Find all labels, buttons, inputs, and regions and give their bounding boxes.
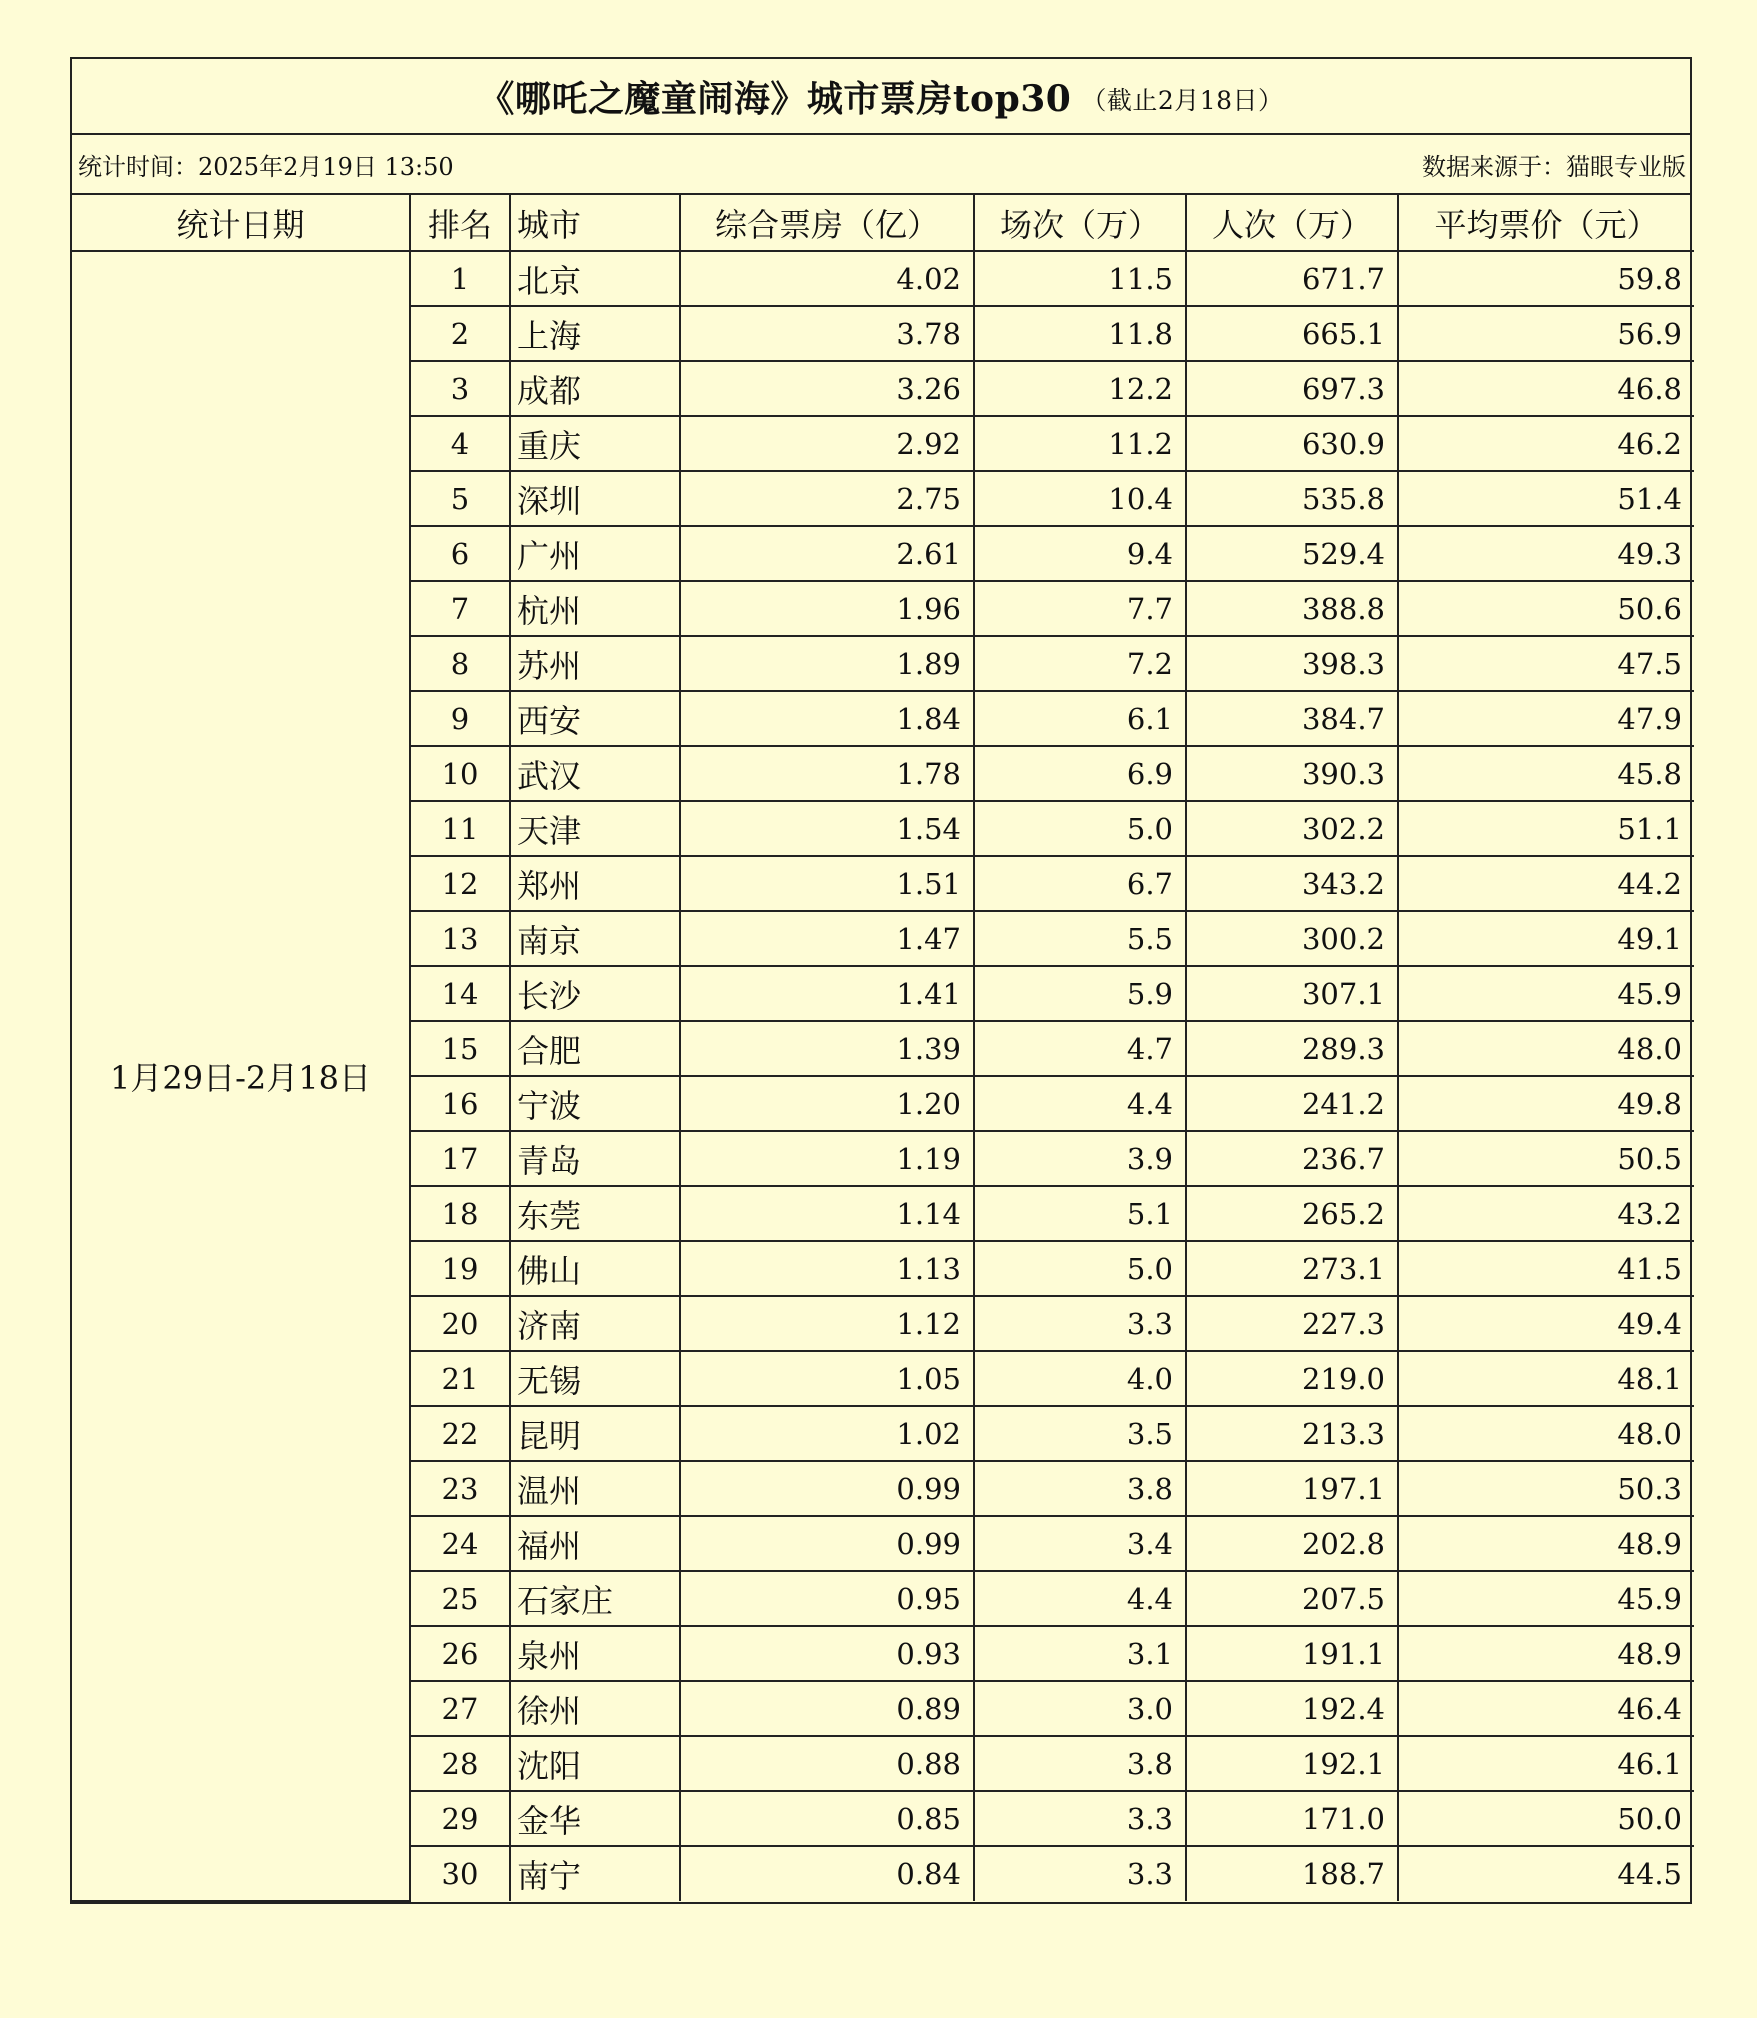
city-cell: 深圳 (510, 471, 680, 526)
shows-cell: 5.0 (974, 1241, 1186, 1296)
viewers-cell: 388.8 (1186, 581, 1398, 636)
rank-cell: 11 (410, 801, 510, 856)
avg-price-cell: 46.1 (1398, 1736, 1694, 1791)
rank-cell: 22 (410, 1406, 510, 1461)
rank-cell: 29 (410, 1791, 510, 1846)
box-office-cell: 4.02 (680, 251, 974, 306)
box-office-cell: 0.95 (680, 1571, 974, 1626)
header-viewers: 人次（万） (1186, 195, 1398, 251)
avg-price-cell: 45.9 (1398, 966, 1694, 1021)
viewers-cell: 384.7 (1186, 691, 1398, 746)
box-office-cell: 2.61 (680, 526, 974, 581)
shows-cell: 7.2 (974, 636, 1186, 691)
avg-price-cell: 46.4 (1398, 1681, 1694, 1736)
box-office-cell: 1.05 (680, 1351, 974, 1406)
rank-cell: 17 (410, 1131, 510, 1186)
viewers-cell: 273.1 (1186, 1241, 1398, 1296)
viewers-cell: 227.3 (1186, 1296, 1398, 1351)
avg-price-cell: 45.8 (1398, 746, 1694, 801)
shows-cell: 3.3 (974, 1846, 1186, 1901)
shows-cell: 3.1 (974, 1626, 1186, 1681)
stat-time: 统计时间：2025年2月19日 13:50 (78, 152, 454, 181)
box-office-cell: 1.13 (680, 1241, 974, 1296)
viewers-cell: 307.1 (1186, 966, 1398, 1021)
city-cell: 武汉 (510, 746, 680, 801)
city-cell: 郑州 (510, 856, 680, 911)
viewers-cell: 219.0 (1186, 1351, 1398, 1406)
box-office-cell: 1.96 (680, 581, 974, 636)
viewers-cell: 236.7 (1186, 1131, 1398, 1186)
avg-price-cell: 45.9 (1398, 1571, 1694, 1626)
rank-cell: 24 (410, 1516, 510, 1571)
avg-price-cell: 51.4 (1398, 471, 1694, 526)
city-cell: 西安 (510, 691, 680, 746)
shows-cell: 11.5 (974, 251, 1186, 306)
sheet-title-note: （截止2月18日） (1081, 86, 1284, 115)
viewers-cell: 202.8 (1186, 1516, 1398, 1571)
header-rank: 排名 (410, 195, 510, 251)
viewers-cell: 343.2 (1186, 856, 1398, 911)
shows-cell: 3.4 (974, 1516, 1186, 1571)
avg-price-cell: 46.8 (1398, 361, 1694, 416)
avg-price-cell: 49.4 (1398, 1296, 1694, 1351)
viewers-cell: 302.2 (1186, 801, 1398, 856)
avg-price-cell: 56.9 (1398, 306, 1694, 361)
city-cell: 金华 (510, 1791, 680, 1846)
rank-cell: 1 (410, 251, 510, 306)
rank-cell: 10 (410, 746, 510, 801)
box-office-cell: 1.84 (680, 691, 974, 746)
box-office-cell: 1.89 (680, 636, 974, 691)
shows-cell: 6.1 (974, 691, 1186, 746)
city-cell: 合肥 (510, 1021, 680, 1076)
avg-price-cell: 47.5 (1398, 636, 1694, 691)
box-office-cell: 0.99 (680, 1516, 974, 1571)
shows-cell: 3.8 (974, 1461, 1186, 1516)
rank-cell: 16 (410, 1076, 510, 1131)
viewers-cell: 191.1 (1186, 1626, 1398, 1681)
viewers-cell: 630.9 (1186, 416, 1398, 471)
rank-cell: 6 (410, 526, 510, 581)
avg-price-cell: 41.5 (1398, 1241, 1694, 1296)
box-office-cell: 1.47 (680, 911, 974, 966)
shows-cell: 5.1 (974, 1186, 1186, 1241)
box-office-cell: 1.78 (680, 746, 974, 801)
avg-price-cell: 47.9 (1398, 691, 1694, 746)
avg-price-cell: 50.0 (1398, 1791, 1694, 1846)
rank-cell: 13 (410, 911, 510, 966)
viewers-cell: 171.0 (1186, 1791, 1398, 1846)
city-cell: 东莞 (510, 1186, 680, 1241)
shows-cell: 3.0 (974, 1681, 1186, 1736)
rank-cell: 30 (410, 1846, 510, 1901)
rank-cell: 8 (410, 636, 510, 691)
box-office-table (72, 195, 1694, 1902)
rank-cell: 3 (410, 361, 510, 416)
city-cell: 济南 (510, 1296, 680, 1351)
rank-cell: 2 (410, 306, 510, 361)
box-office-cell: 1.02 (680, 1406, 974, 1461)
table-body (72, 251, 1694, 1901)
city-cell: 沈阳 (510, 1736, 680, 1791)
avg-price-cell: 51.1 (1398, 801, 1694, 856)
viewers-cell: 671.7 (1186, 251, 1398, 306)
box-office-cell: 0.85 (680, 1791, 974, 1846)
city-cell: 长沙 (510, 966, 680, 1021)
viewers-cell: 535.8 (1186, 471, 1398, 526)
rank-cell: 7 (410, 581, 510, 636)
box-office-cell: 0.88 (680, 1736, 974, 1791)
city-cell: 南京 (510, 911, 680, 966)
shows-cell: 6.9 (974, 746, 1186, 801)
city-cell: 徐州 (510, 1681, 680, 1736)
city-cell: 杭州 (510, 581, 680, 636)
viewers-cell: 192.4 (1186, 1681, 1398, 1736)
box-office-cell: 0.99 (680, 1461, 974, 1516)
rank-cell: 25 (410, 1571, 510, 1626)
city-cell: 温州 (510, 1461, 680, 1516)
avg-price-cell: 43.2 (1398, 1186, 1694, 1241)
rank-cell: 14 (410, 966, 510, 1021)
rank-cell: 26 (410, 1626, 510, 1681)
rank-cell: 18 (410, 1186, 510, 1241)
shows-cell: 3.3 (974, 1791, 1186, 1846)
viewers-cell: 213.3 (1186, 1406, 1398, 1461)
title-bar (72, 59, 1690, 135)
city-cell: 佛山 (510, 1241, 680, 1296)
shows-cell: 4.4 (974, 1076, 1186, 1131)
viewers-cell: 697.3 (1186, 361, 1398, 416)
city-cell: 上海 (510, 306, 680, 361)
header-row (72, 195, 1694, 251)
viewers-cell: 188.7 (1186, 1846, 1398, 1901)
box-office-cell: 2.92 (680, 416, 974, 471)
shows-cell: 12.2 (974, 361, 1186, 416)
box-office-cell: 1.39 (680, 1021, 974, 1076)
header-city: 城市 (510, 195, 680, 251)
box-office-cell: 1.19 (680, 1131, 974, 1186)
avg-price-cell: 48.0 (1398, 1021, 1694, 1076)
avg-price-cell: 49.8 (1398, 1076, 1694, 1131)
city-cell: 广州 (510, 526, 680, 581)
rank-cell: 28 (410, 1736, 510, 1791)
viewers-cell: 241.2 (1186, 1076, 1398, 1131)
rank-cell: 15 (410, 1021, 510, 1076)
avg-price-cell: 48.0 (1398, 1406, 1694, 1461)
header-shows: 场次（万） (974, 195, 1186, 251)
box-office-cell: 1.51 (680, 856, 974, 911)
shows-cell: 3.3 (974, 1296, 1186, 1351)
city-cell: 宁波 (510, 1076, 680, 1131)
table-row (72, 251, 1694, 306)
rank-cell: 21 (410, 1351, 510, 1406)
avg-price-cell: 50.5 (1398, 1131, 1694, 1186)
viewers-cell: 192.1 (1186, 1736, 1398, 1791)
meta-bar (72, 135, 1690, 195)
shows-cell: 11.8 (974, 306, 1186, 361)
box-office-cell: 3.78 (680, 306, 974, 361)
shows-cell: 3.9 (974, 1131, 1186, 1186)
city-cell: 成都 (510, 361, 680, 416)
shows-cell: 9.4 (974, 526, 1186, 581)
box-office-sheet (70, 57, 1692, 1904)
shows-cell: 4.4 (974, 1571, 1186, 1626)
header-avg-price: 平均票价（元） (1398, 195, 1694, 251)
box-office-cell: 0.84 (680, 1846, 974, 1901)
rank-cell: 27 (410, 1681, 510, 1736)
box-office-cell: 0.93 (680, 1626, 974, 1681)
viewers-cell: 300.2 (1186, 911, 1398, 966)
rank-cell: 4 (410, 416, 510, 471)
header-box-office: 综合票房（亿） (680, 195, 974, 251)
box-office-cell: 3.26 (680, 361, 974, 416)
shows-cell: 11.2 (974, 416, 1186, 471)
avg-price-cell: 50.3 (1398, 1461, 1694, 1516)
shows-cell: 6.7 (974, 856, 1186, 911)
viewers-cell: 265.2 (1186, 1186, 1398, 1241)
avg-price-cell: 59.8 (1398, 251, 1694, 306)
box-office-cell: 2.75 (680, 471, 974, 526)
shows-cell: 7.7 (974, 581, 1186, 636)
rank-cell: 9 (410, 691, 510, 746)
avg-price-cell: 44.5 (1398, 1846, 1694, 1901)
avg-price-cell: 49.3 (1398, 526, 1694, 581)
city-cell: 青岛 (510, 1131, 680, 1186)
city-cell: 苏州 (510, 636, 680, 691)
rank-cell: 23 (410, 1461, 510, 1516)
viewers-cell: 665.1 (1186, 306, 1398, 361)
date-range-cell: 1月29日-2月18日 (72, 251, 410, 1901)
header-date: 统计日期 (72, 195, 410, 251)
city-cell: 重庆 (510, 416, 680, 471)
city-cell: 昆明 (510, 1406, 680, 1461)
city-cell: 石家庄 (510, 1571, 680, 1626)
sheet-title: 《哪吒之魔童闹海》城市票房top30 (478, 77, 1072, 120)
shows-cell: 3.5 (974, 1406, 1186, 1461)
rank-cell: 19 (410, 1241, 510, 1296)
viewers-cell: 197.1 (1186, 1461, 1398, 1516)
box-office-cell: 0.89 (680, 1681, 974, 1736)
rank-cell: 5 (410, 471, 510, 526)
shows-cell: 10.4 (974, 471, 1186, 526)
viewers-cell: 207.5 (1186, 1571, 1398, 1626)
avg-price-cell: 48.9 (1398, 1516, 1694, 1571)
data-source: 数据来源于：猫眼专业版 (1422, 152, 1686, 181)
viewers-cell: 390.3 (1186, 746, 1398, 801)
shows-cell: 3.8 (974, 1736, 1186, 1791)
city-cell: 无锡 (510, 1351, 680, 1406)
viewers-cell: 398.3 (1186, 636, 1398, 691)
shows-cell: 5.5 (974, 911, 1186, 966)
box-office-cell: 1.14 (680, 1186, 974, 1241)
rank-cell: 20 (410, 1296, 510, 1351)
city-cell: 南宁 (510, 1846, 680, 1901)
shows-cell: 4.7 (974, 1021, 1186, 1076)
shows-cell: 5.9 (974, 966, 1186, 1021)
city-cell: 泉州 (510, 1626, 680, 1681)
avg-price-cell: 46.2 (1398, 416, 1694, 471)
city-cell: 福州 (510, 1516, 680, 1571)
avg-price-cell: 44.2 (1398, 856, 1694, 911)
city-cell: 北京 (510, 251, 680, 306)
viewers-cell: 289.3 (1186, 1021, 1398, 1076)
box-office-cell: 1.12 (680, 1296, 974, 1351)
box-office-cell: 1.20 (680, 1076, 974, 1131)
box-office-cell: 1.54 (680, 801, 974, 856)
shows-cell: 4.0 (974, 1351, 1186, 1406)
viewers-cell: 529.4 (1186, 526, 1398, 581)
rank-cell: 12 (410, 856, 510, 911)
shows-cell: 5.0 (974, 801, 1186, 856)
avg-price-cell: 48.1 (1398, 1351, 1694, 1406)
avg-price-cell: 48.9 (1398, 1626, 1694, 1681)
city-cell: 天津 (510, 801, 680, 856)
avg-price-cell: 49.1 (1398, 911, 1694, 966)
avg-price-cell: 50.6 (1398, 581, 1694, 636)
box-office-cell: 1.41 (680, 966, 974, 1021)
